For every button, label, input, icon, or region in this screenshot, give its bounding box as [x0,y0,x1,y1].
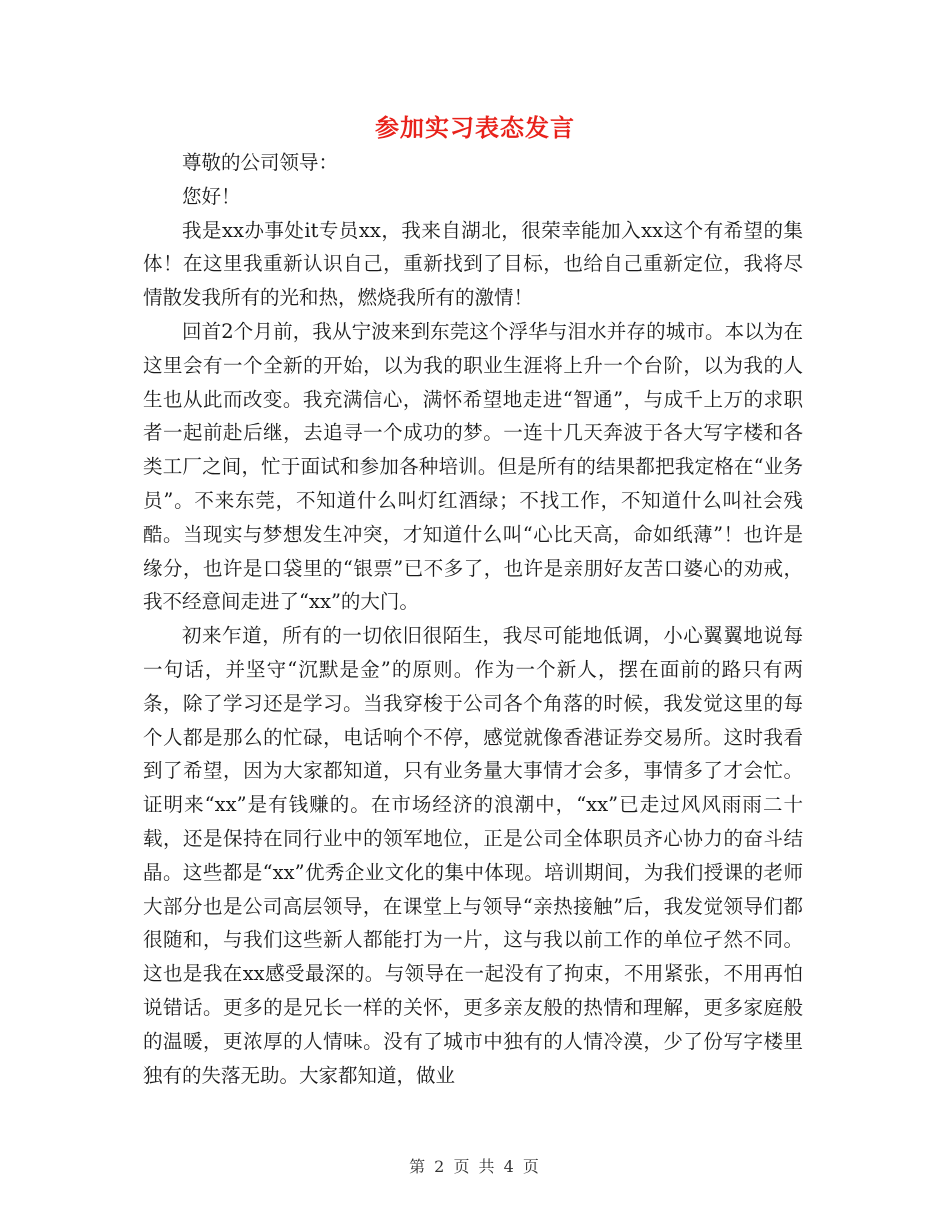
greeting: 您好！ [182,184,241,208]
paragraph-2: 回首2个月前，我从宁波来到东莞这个浮华与泪水并存的城市。本以为在这里会有一个全新的开始，以为我的职业生涯将上升一个台阶，以为我的人生也从此而改变。我充满信心，满怀希望地走进“智通”，与成千上万的求职者一起前赴后继，去追寻一个成功的梦。一连十几天奔波于各大写字楼和各类工厂之间，忙于面试和参加各种培训。但是所有的结果都把我定格在“业务员”。不来东莞，不知道什么叫灯红酒绿；不找工作，不知道什么叫社会残酷。当现实与梦想发生冲突，才知道什么叫“心比天高，命如纸薄”！也许是缘分，也许是口袋里的“银票”已不多了，也许是亲朋好友苦口婆心的劝戒，我不经意间走进了“xx”的大门。 [143,319,803,614]
paragraph-1: 我是xx办事处it专员xx，我来自湖北，很荣幸能加入xx这个有希望的集体！在这里我重新认识自己，重新找到了目标，也给自己重新定位，我将尽情散发我所有的光和热，燃烧我所有的激情！ [143,218,803,310]
paragraph-3: 初来乍道，所有的一切依旧很陌生，我尽可能地低调，小心翼翼地说每一句话，并坚守“沉默是金”的原则。作为一个新人，摆在面前的路只有两条，除了学习还是学习。当我穿梭于公司各个角落的时候，我发觉这里的每个人都是那么的忙碌，电话响个不停，感觉就像香港证券交易所。这时我看到了希望，因为大家都知道，只有业务量大事情才会多，事情多了才会忙。证明来“xx”是有钱赚的。在市场经济的浪潮中，“xx”已走过风风雨雨二十载，还是保持在同行业中的领军地位，正是公司全体职员齐心协力的奋斗结晶。这些都是“xx”优秀企业文化的集中体现。培训期间，为我们授课的老师大部分也是公司高层领导，在课堂上与领导“亲热接触”后，我发觉领导们都很随和，与我们这些新人都能打为一片，这与我以前工作的单位孑然不同。这也是我在xx感受最深的。与领导在一起没有了拘束，不用紧张，不用再怕说错话。更多的是兄长一样的关怀，更多亲友般的热情和理解，更多家庭般的温暖，更浓厚的人情味。没有了城市中独有的人情冷漠，少了份写字楼里独有的失落无助。大家都知道，做业 [143,624,803,1087]
salutation: 尊敬的公司领导： [182,151,339,174]
document-body [143,146,803,1092]
document-title: 参加实习表态发言 [375,113,575,142]
page-number-footer: 第 2 页 共 4 页 [409,1157,541,1176]
